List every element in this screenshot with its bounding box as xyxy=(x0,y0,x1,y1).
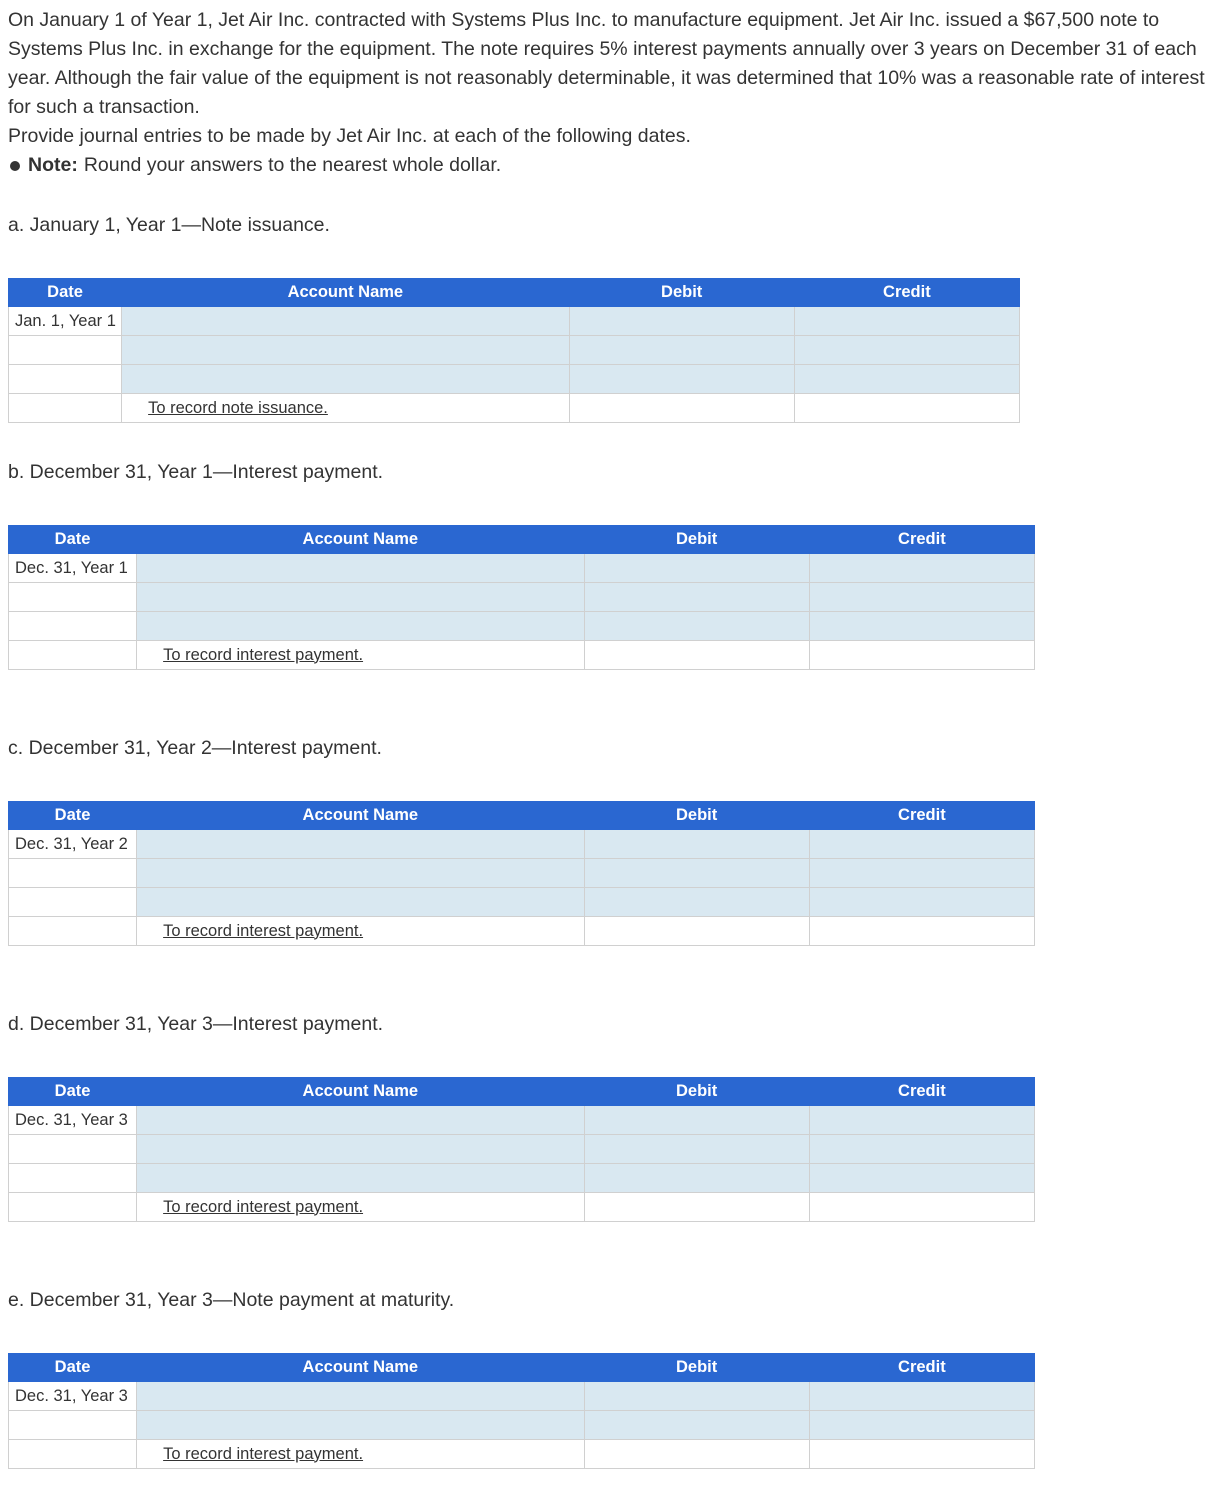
date-cell xyxy=(9,1411,137,1440)
credit-input[interactable] xyxy=(809,859,1034,888)
credit-cell xyxy=(794,394,1019,423)
memo-cell xyxy=(137,641,584,670)
memo-cell xyxy=(137,1440,584,1469)
date-header: Date xyxy=(9,279,122,307)
date-cell xyxy=(9,583,137,612)
date-header: Date xyxy=(9,1354,137,1382)
part-e-title: e. December 31, Year 3—Note payment at maturity. xyxy=(8,1289,455,1311)
credit-input[interactable] xyxy=(809,1382,1034,1411)
debit-input[interactable] xyxy=(569,336,794,365)
memo-text: To record interest payment. xyxy=(163,1444,364,1463)
date-cell xyxy=(9,612,137,641)
credit-input[interactable] xyxy=(794,307,1019,336)
problem-paragraph: On January 1 of Year 1, Jet Air Inc. contracted with Systems Plus Inc. to manufacture equipment. Jet Air Inc. issued a $67,500 note to Systems Plus Inc. in exchange for the equipment. The note requires 5% interest payments annually over 3 years on December 31 of each year. Although the fair value of the equipment is not reasonably determinable, it was determined that 10% was a reasonable rate of interest for such a transaction. xyxy=(8,9,1205,118)
account-name-header: Account Name xyxy=(122,279,569,307)
rounding-note xyxy=(8,151,1220,180)
memo-row xyxy=(9,641,1035,670)
credit-input[interactable] xyxy=(794,336,1019,365)
credit-input[interactable] xyxy=(809,1106,1034,1135)
date-cell: Dec. 31, Year 3 xyxy=(9,1382,137,1411)
entry-row xyxy=(9,1411,1035,1440)
credit-input[interactable] xyxy=(809,554,1034,583)
account-name-input[interactable] xyxy=(137,612,584,641)
account-name-input[interactable] xyxy=(137,554,584,583)
date-cell xyxy=(9,888,137,917)
debit-input[interactable] xyxy=(584,888,809,917)
credit-input[interactable] xyxy=(809,1164,1034,1193)
memo-text: To record note issuance. xyxy=(148,398,328,417)
entry-row xyxy=(9,1106,1035,1135)
journal-table-d xyxy=(8,1077,1035,1222)
date-cell xyxy=(9,1193,137,1222)
debit-input[interactable] xyxy=(584,830,809,859)
date-cell xyxy=(9,1135,137,1164)
credit-input[interactable] xyxy=(794,365,1019,394)
bullet-icon xyxy=(10,161,20,171)
credit-header: Credit xyxy=(809,802,1034,830)
note-label: Note: xyxy=(28,154,78,176)
journal-table-b xyxy=(8,525,1035,670)
account-name-input[interactable] xyxy=(137,1411,584,1440)
entry-row xyxy=(9,554,1035,583)
problem-statement xyxy=(8,6,1220,180)
account-name-input[interactable] xyxy=(122,365,569,394)
account-name-header: Account Name xyxy=(137,802,584,830)
entry-row xyxy=(9,583,1035,612)
debit-cell xyxy=(584,1193,809,1222)
credit-cell xyxy=(809,917,1034,946)
credit-cell xyxy=(809,641,1034,670)
account-name-input[interactable] xyxy=(137,1382,584,1411)
account-name-input[interactable] xyxy=(137,859,584,888)
account-name-input[interactable] xyxy=(137,1164,584,1193)
account-name-input[interactable] xyxy=(137,1135,584,1164)
date-cell: Dec. 31, Year 3 xyxy=(9,1106,137,1135)
entry-row xyxy=(9,859,1035,888)
credit-input[interactable] xyxy=(809,1135,1034,1164)
memo-cell xyxy=(122,394,569,423)
memo-row xyxy=(9,394,1020,423)
journal-table-e xyxy=(8,1353,1035,1469)
date-cell: Jan. 1, Year 1 xyxy=(9,307,122,336)
date-cell xyxy=(9,1440,137,1469)
date-cell xyxy=(9,394,122,423)
part-d-title: d. December 31, Year 3—Interest payment. xyxy=(8,1013,384,1035)
credit-input[interactable] xyxy=(809,830,1034,859)
date-cell xyxy=(9,365,122,394)
account-name-header: Account Name xyxy=(137,1078,584,1106)
memo-text: To record interest payment. xyxy=(163,1197,364,1216)
debit-input[interactable] xyxy=(584,1135,809,1164)
debit-header: Debit xyxy=(569,279,794,307)
debit-cell xyxy=(569,394,794,423)
debit-input[interactable] xyxy=(584,1164,809,1193)
memo-text: To record interest payment. xyxy=(163,921,364,940)
entry-row xyxy=(9,612,1035,641)
header-row xyxy=(9,1078,1035,1106)
date-cell xyxy=(9,336,122,365)
journal-table-c xyxy=(8,801,1035,946)
entry-row xyxy=(9,1382,1035,1411)
account-name-input[interactable] xyxy=(137,1106,584,1135)
debit-input[interactable] xyxy=(584,1382,809,1411)
credit-header: Credit xyxy=(794,279,1019,307)
account-name-header: Account Name xyxy=(137,526,584,554)
part-b-title: b. December 31, Year 1—Interest payment. xyxy=(8,461,384,483)
account-name-input[interactable] xyxy=(137,888,584,917)
account-name-input[interactable] xyxy=(137,583,584,612)
credit-input[interactable] xyxy=(809,612,1034,641)
debit-input[interactable] xyxy=(584,1106,809,1135)
debit-input[interactable] xyxy=(584,554,809,583)
note-text: Round your answers to the nearest whole dollar. xyxy=(83,154,502,176)
debit-input[interactable] xyxy=(584,859,809,888)
debit-cell xyxy=(584,1440,809,1469)
date-header: Date xyxy=(9,526,137,554)
entry-row xyxy=(9,336,1020,365)
credit-input[interactable] xyxy=(809,583,1034,612)
date-header: Date xyxy=(9,802,137,830)
debit-cell xyxy=(584,917,809,946)
credit-cell xyxy=(809,1193,1034,1222)
account-name-header: Account Name xyxy=(137,1354,584,1382)
credit-header: Credit xyxy=(809,1354,1034,1382)
debit-header: Debit xyxy=(584,1078,809,1106)
header-row xyxy=(9,802,1035,830)
debit-header: Debit xyxy=(584,1354,809,1382)
part-a-title: a. January 1, Year 1—Note issuance. xyxy=(8,214,330,236)
entry-row xyxy=(9,888,1035,917)
entry-row xyxy=(9,1135,1035,1164)
memo-row xyxy=(9,1193,1035,1222)
date-cell xyxy=(9,859,137,888)
account-name-input[interactable] xyxy=(137,830,584,859)
entry-row xyxy=(9,365,1020,394)
header-row xyxy=(9,526,1035,554)
date-header: Date xyxy=(9,1078,137,1106)
date-cell xyxy=(9,1164,137,1193)
instruction-text: Provide journal entries to be made by Jet Air Inc. at each of the following dates. xyxy=(8,125,691,147)
part-c-title: c. December 31, Year 2—Interest payment. xyxy=(8,737,382,759)
memo-row xyxy=(9,917,1035,946)
memo-cell xyxy=(137,917,584,946)
debit-input[interactable] xyxy=(569,365,794,394)
entry-row xyxy=(9,830,1035,859)
entry-row xyxy=(9,307,1020,336)
credit-header: Credit xyxy=(809,526,1034,554)
credit-cell xyxy=(809,1440,1034,1469)
debit-input[interactable] xyxy=(584,612,809,641)
date-cell xyxy=(9,641,137,670)
account-name-input[interactable] xyxy=(122,307,569,336)
debit-header: Debit xyxy=(584,526,809,554)
debit-input[interactable] xyxy=(584,1411,809,1440)
debit-header: Debit xyxy=(584,802,809,830)
journal-table-a xyxy=(8,278,1020,423)
credit-input[interactable] xyxy=(809,888,1034,917)
memo-cell xyxy=(137,1193,584,1222)
memo-text: To record interest payment. xyxy=(163,645,364,664)
debit-input[interactable] xyxy=(584,583,809,612)
credit-input[interactable] xyxy=(809,1411,1034,1440)
memo-row xyxy=(9,1440,1035,1469)
entry-row xyxy=(9,1164,1035,1193)
date-cell xyxy=(9,917,137,946)
date-cell: Dec. 31, Year 2 xyxy=(9,830,137,859)
account-name-input[interactable] xyxy=(122,336,569,365)
credit-header: Credit xyxy=(809,1078,1034,1106)
debit-input[interactable] xyxy=(569,307,794,336)
header-row xyxy=(9,1354,1035,1382)
header-row xyxy=(9,279,1020,307)
date-cell: Dec. 31, Year 1 xyxy=(9,554,137,583)
debit-cell xyxy=(584,641,809,670)
